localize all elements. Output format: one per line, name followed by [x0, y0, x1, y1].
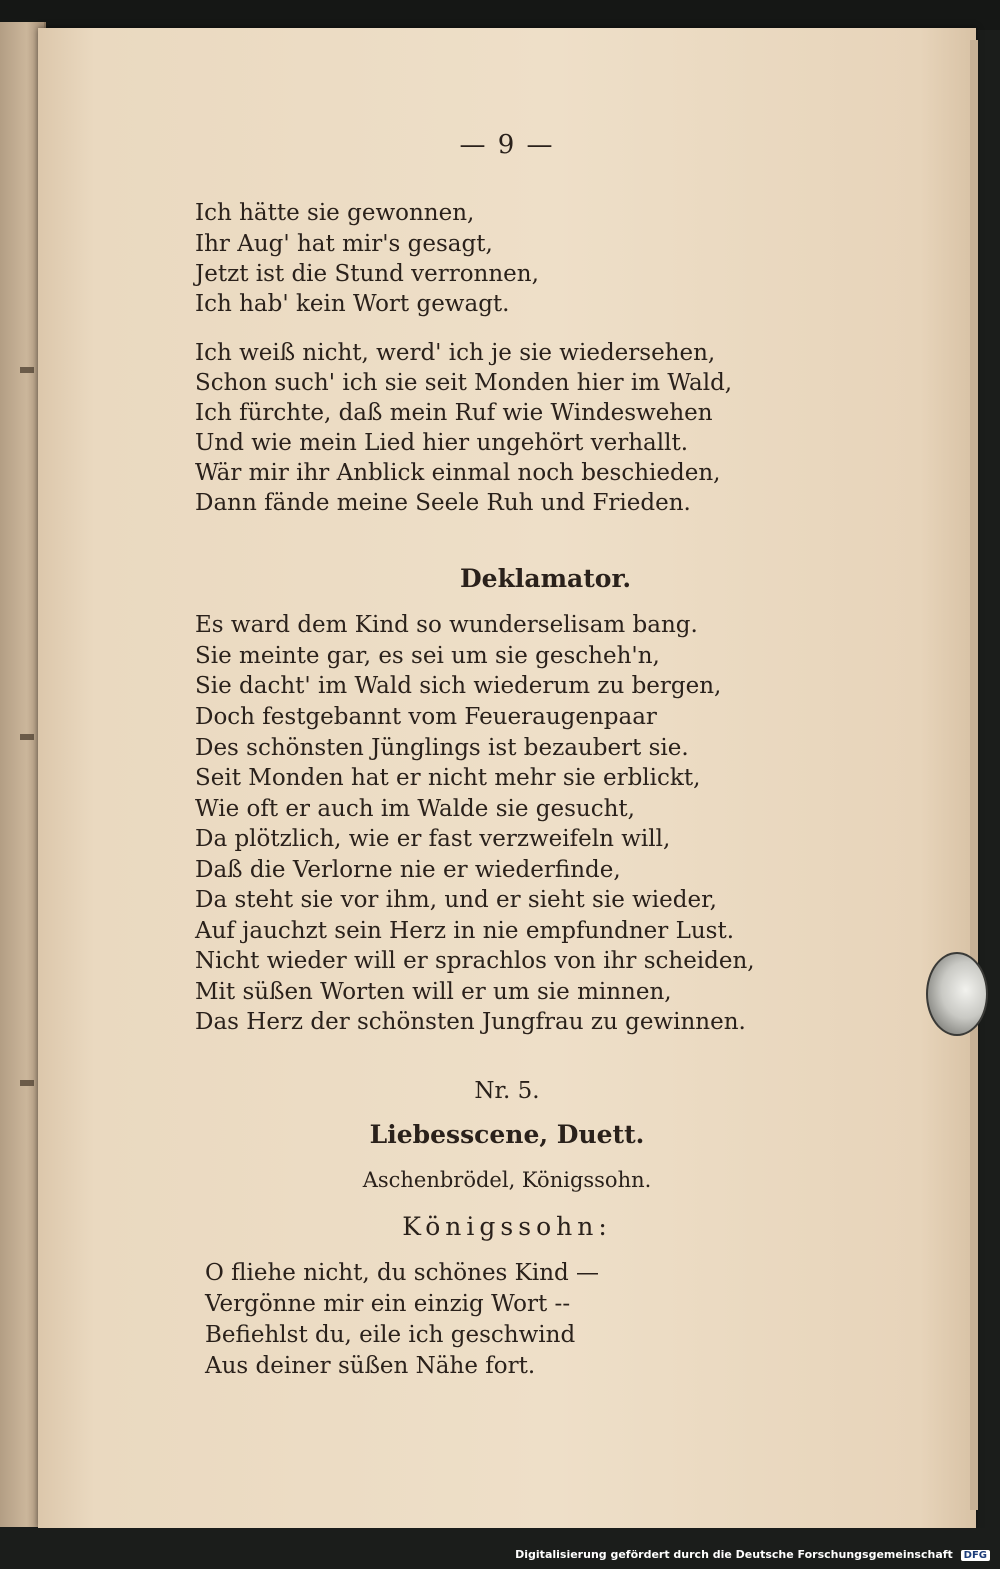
binding-mark [20, 1080, 34, 1086]
verse-line: Da plötzlich, wie er fast verzweifeln will, [195, 826, 671, 852]
verse-line: Auf jauchzt sein Herz in nie empfundner Lust. [195, 918, 735, 944]
verse-line: Es ward dem Kind so wunderselisam bang. [195, 612, 698, 638]
verse-line: Das Herz der schönsten Jungfrau zu gewinnen. [195, 1009, 746, 1035]
verse-line: Ich weiß nicht, werd' ich je sie wiedersehen, [195, 340, 716, 366]
number-label: Nr. 5. [474, 1078, 540, 1104]
digitization-credit [515, 1548, 990, 1561]
verse-line: Sie meinte gar, es sei um sie gescheh'n, [195, 643, 660, 669]
section-heading-liebesscene: Liebesscene, Duett. [369, 1120, 645, 1149]
credit-text: Digitalisierung gefördert durch die Deutsche Forschungsgemeinschaft [515, 1548, 953, 1561]
verse-line: Sie dacht' im Wald sich wiederum zu bergen, [195, 673, 722, 699]
verse-line: Und wie mein Lied hier ungehört verhallt. [195, 430, 689, 456]
speaker-label: Königssohn: [402, 1212, 612, 1241]
verse-line: Daß die Verlorne nie er wiederfinde, [195, 857, 621, 883]
verse-line: Nicht wieder will er sprachlos von ihr scheiden, [195, 948, 755, 974]
verse-line: Mit süßen Worten will er um sie minnen, [195, 979, 672, 1005]
section-heading-deklamator: Deklamator. [460, 564, 632, 593]
page-edge [970, 40, 978, 1510]
verse-line: Schon such' ich sie seit Monden hier im Wald, [195, 370, 733, 396]
verse-line: O fliehe nicht, du schönes Kind — [205, 1260, 600, 1286]
verse-line: Aus deiner süßen Nähe fort. [205, 1353, 536, 1379]
verse-line: Da steht sie vor ihm, und er sieht sie wieder, [195, 887, 717, 913]
verse-line: Des schönsten Jünglings ist bezaubert sie. [195, 735, 689, 761]
character-list: Aschenbrödel, Königssohn. [362, 1168, 652, 1192]
verse-line: Befiehlst du, eile ich geschwind [205, 1322, 576, 1348]
dfg-logo-icon: DFG [961, 1550, 990, 1561]
scan-background-top [0, 0, 1000, 30]
verse-line: Wär mir ihr Anblick einmal noch beschieden, [195, 460, 721, 486]
verse-line: Doch festgebannt vom Feueraugenpaar [195, 704, 657, 730]
verse-line: Vergönne mir ein einzig Wort -- [205, 1291, 571, 1317]
verse-line: Jetzt ist die Stund verronnen, [195, 261, 539, 287]
binding-mark [20, 734, 34, 740]
verse-line: Dann fände meine Seele Ruh und Frieden. [195, 490, 691, 516]
verse-line: Wie oft er auch im Walde sie gesucht, [195, 796, 635, 822]
page-number: — 9 — [459, 130, 555, 160]
verse-line: Seit Monden hat er nicht mehr sie erblickt, [195, 765, 701, 791]
verse-line: Ich hätte sie gewonnen, [195, 200, 475, 226]
verse-line: Ich hab' kein Wort gewagt. [195, 291, 510, 317]
verse-line: Ich fürchte, daß mein Ruf wie Windeswehen [195, 400, 713, 426]
verse-line: Ihr Aug' hat mir's gesagt, [195, 231, 493, 257]
paper-clip [926, 952, 988, 1036]
binding-mark [20, 367, 34, 373]
